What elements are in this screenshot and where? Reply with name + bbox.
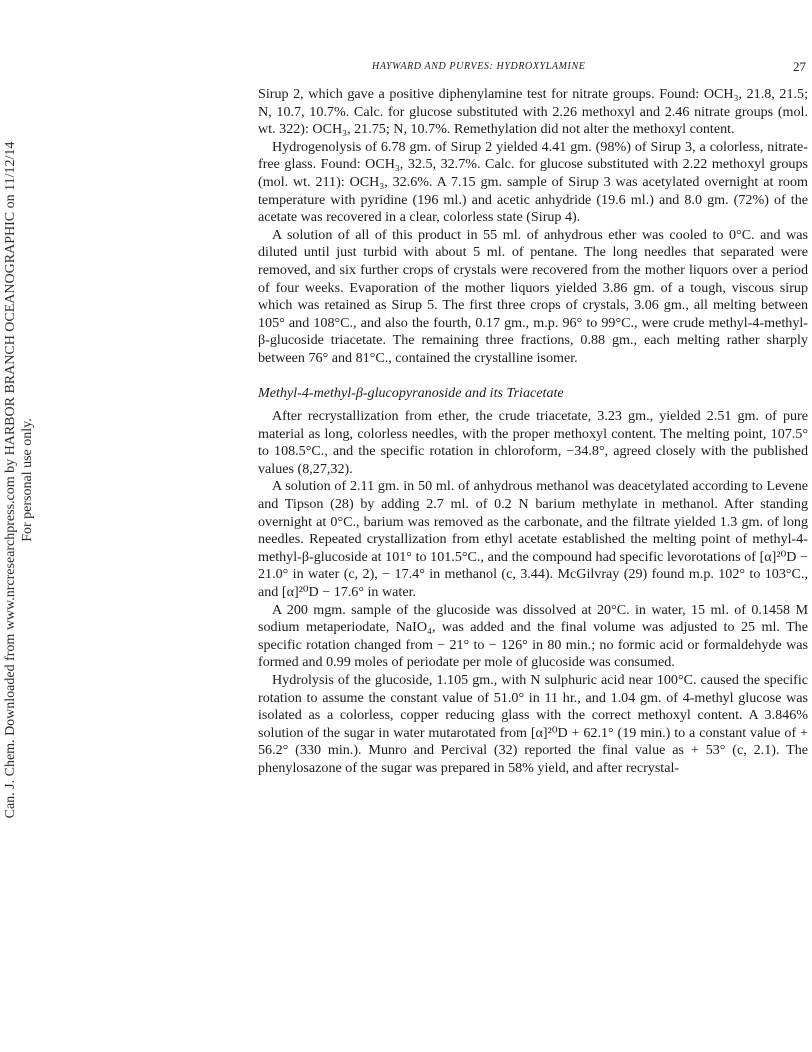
- watermark-line-2: For personal use only.: [20, 418, 35, 542]
- paragraph-hydrolysis: Hydrolysis of the glucoside, 1.105 gm., with N sulphuric acid near 100°C. caused the specific rotation to assume the constant value of 51.0° in 11 hr., and 1.04 gm. of 4-methyl glucose was isolated as a colorless, copper reducing glass with the correct methoxyl content. A 3.846% solution of the sugar in water mutarotated from [α]²⁰D + 62.1° (19 min.) to a constant value of + 56.2° (330 min.). Munro and Percival (32) reported the final value as + 53° (c, 2.1). The phenylosazone of the sugar was prepared in 58% yield, and after recrystal-: [258, 672, 808, 776]
- page-number: 27: [793, 59, 806, 74]
- watermark-line-1: Can. J. Chem. Downloaded from www.nrcresearchpress.com by HARBOR BRANCH OCEANOGRAPHIC on 11/12/14: [3, 141, 18, 819]
- body-text: [258, 86, 808, 778]
- paragraph-deacetylation: A solution of 2.11 gm. in 50 ml. of anhydrous methanol was deacetylated according to Levene and Tipson (28) by adding 2.7 ml. of 0.2 N barium methylate in methanol. After standing overnight at 0°C., barium was removed as the carbonate, and the filtrate yielded 1.3 gm. of long needles. Repeated crystallization from ethyl acetate established the melting point of methyl-4-methyl-β-glucoside at 101° to 101.5°C., and the compound had specific levorotations of [α]²⁰D − 21.0° in water (c, 2), − 17.4° in methanol (c, 3.44). McGilvray (29) found m.p. 102° to 103°C., and [α]²⁰D − 17.6° in water.: [258, 478, 808, 601]
- paragraph-crystallization: A solution of all of this product in 55 ml. of anhydrous ether was cooled to 0°C. and was diluted until just turbid with about 5 ml. of pentane. The long needles that separated were removed, and six further crops of crystals were recovered from the mother liquors over a period of four weeks. Evaporation of the mother liquors yielded 3.86 gm. of a tough, viscous sirup which was retained as Sirup 5. The first three crops of crystals, 3.06 gm., all melting between 105° and 108°C., and also the fourth, 0.17 gm., m.p. 96° to 99°C., were crude methyl-4-methyl-β-glucoside triacetate. The remaining three fractions, 0.88 gm., each melting rather sharply between 76° and 81°C., contained the crystalline isomer.: [258, 226, 808, 366]
- paragraph-recrystallization: After recrystallization from ether, the crude triacetate, 3.23 gm., yielded 2.51 gm. of pure material as long, colorless needles, with the proper methoxyl content. The melting point, 107.5° to 108.5°C., and the specific rotation in chloroform, −34.8°, agreed closely with the published values (8,27,32).: [258, 408, 808, 477]
- download-watermark: [2, 100, 36, 860]
- running-header: [258, 61, 806, 79]
- paragraph-hydrogenolysis: Hydrogenolysis of 6.78 gm. of Sirup 2 yielded 4.41 gm. (98%) of Sirup 3, a colorless, nitrate-free glass. Found: OCH₃, 32.5, 32.7%. Calc. for glucose substituted with 2.22 methoxyl groups (mol. wt. 211): OCH₃, 32.6%. A 7.15 gm. sample of Sirup 3 was acetylated overnight at room temperature with pyridine (196 ml.) and acetic anhydride (19.6 ml.) and 8.0 gm. (72%) of the acetate was recovered in a clear, colorless state (Sirup 4).: [258, 138, 808, 226]
- running-title: HAYWARD AND PURVES: HYDROXYLAMINE: [372, 61, 586, 72]
- paragraph-sirup-2: Sirup 2, which gave a positive diphenylamine test for nitrate groups. Found: OCH₃, 21.8, 21.5; N, 10.7, 10.7%. Calc. for glucose substituted with 2.26 methoxyl and 2.46 nitrate groups (mol. wt. 322): OCH₃, 21.75; N, 10.7%. Remethylation did not alter the methoxyl content.: [258, 86, 808, 138]
- paragraph-periodate: A 200 mgm. sample of the glucoside was dissolved at 20°C. in water, 15 ml. of 0.1458 M sodium metaperiodate, NaIO₄, was added and the final volume was adjusted to 25 ml. The specific rotation changed from − 21° to − 126° in 80 min.; no formic acid or formaldehyde was formed and 0.99 moles of periodate per mole of glucoside was consumed.: [258, 601, 808, 671]
- section-heading: Methyl-4-methyl-β-glucopyranoside and its Triacetate: [258, 384, 564, 401]
